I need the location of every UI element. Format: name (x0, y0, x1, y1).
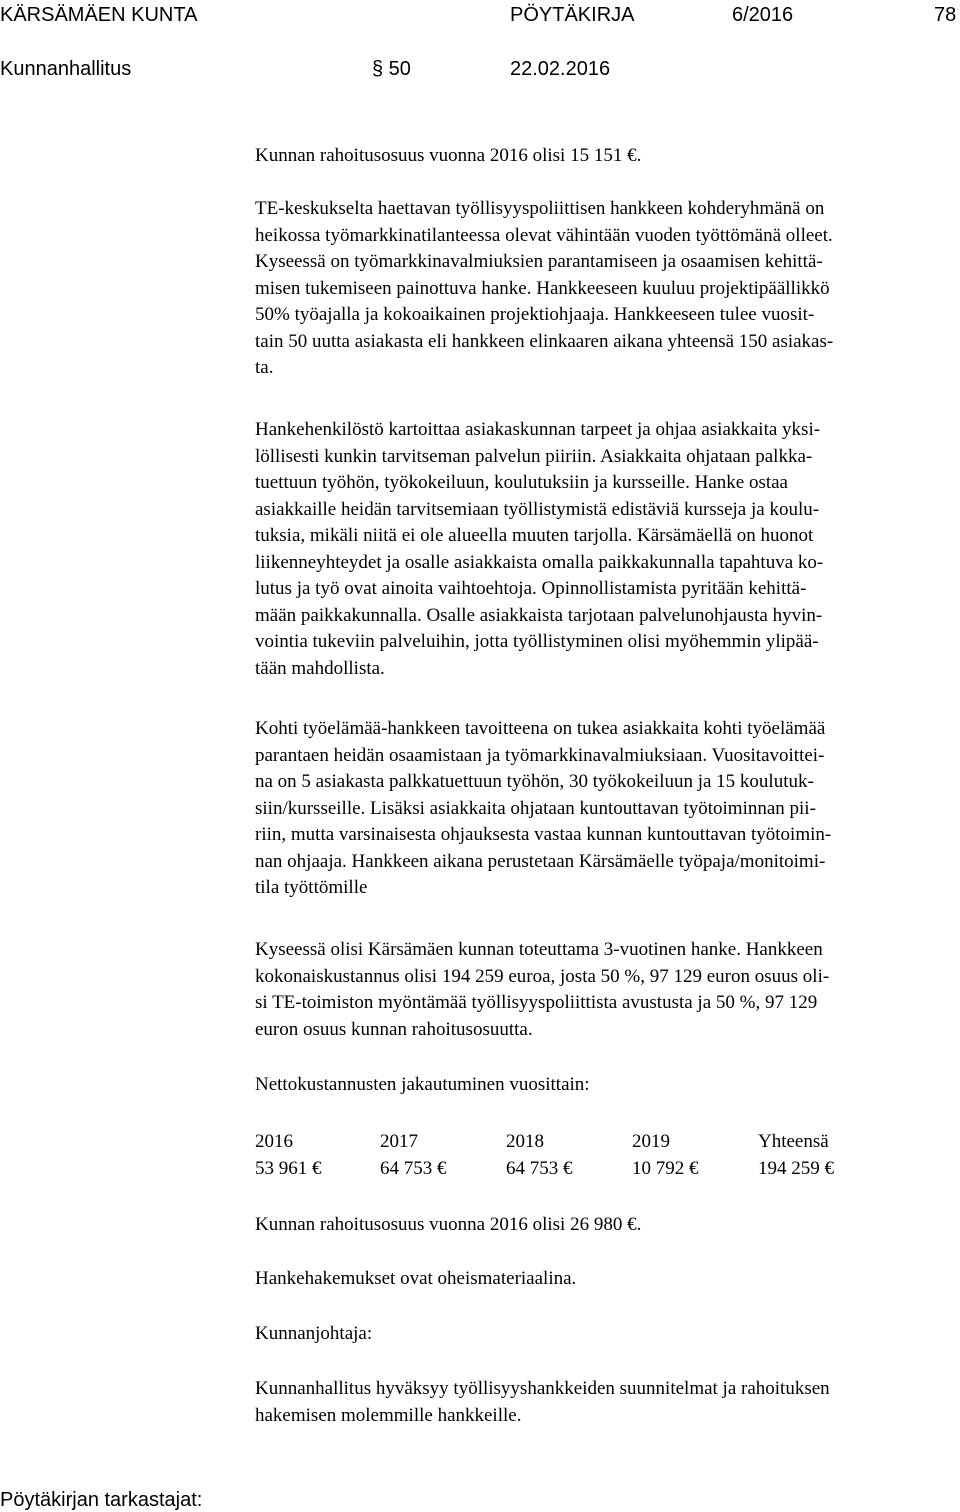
cost-table-header-cell: 2017 (380, 1131, 418, 1152)
cost-table-value-cell: 10 792 € (632, 1158, 699, 1179)
paragraph-funding-share-total (255, 1212, 955, 1239)
meeting-date: 22.02.2016 (510, 58, 611, 80)
text-line: siin/kursseille. Lisäksi asiakkaita ohjataan kuntouttavan työtoiminnan pii- (255, 797, 816, 819)
page-number: 78 (934, 4, 957, 26)
text-line: Hankehakemukset ovat oheismateriaalina. (255, 1268, 577, 1289)
paragraph-net-costs-intro (255, 1072, 955, 1099)
text-line: Kyseessä olisi Kärsämäen kunnan toteuttama 3-vuotinen hanke. Hankkeen (255, 939, 823, 960)
text-line: hakemisen molemmille hankkeille. (255, 1404, 522, 1426)
footer-reviewers-label: Pöytäkirjan tarkastajat: (0, 1489, 203, 1511)
text-line: TE-keskukselta haettavan työllisyyspoliittisen hankkeen kohderyhmänä on (255, 198, 825, 219)
text-line: ta. (255, 357, 274, 378)
text-line: riin, mutta varsinaisesta ohjauksesta vastaa kunnan kuntouttavan työtoimin- (255, 824, 832, 845)
text-line: lutus ja työ ovat ainoita vaihtoehtoja. Opinnollistamista pyritään kehittä- (255, 578, 807, 599)
text-line: kokonaiskustannus olisi 194 259 euroa, josta 50 %, 97 129 euron osuus oli- (255, 965, 830, 987)
cost-table-header-cell: 2019 (632, 1131, 670, 1152)
text-line: tuettuun työhön, työkokeiluun, koulutuksiin ja kursseille. Hanke ostaa (255, 472, 788, 493)
paragraph-project-cost (255, 937, 955, 1043)
section-number: § 50 (372, 58, 411, 80)
text-line: tain 50 uutta asiakasta eli hankkeen elinkaaren aikana yhteensä 150 asiakas- (255, 330, 834, 352)
text-line: euron osuus kunnan rahoitusosuutta. (255, 1018, 533, 1040)
text-line: 50% työajalla ja kokoaikainen projektiohjaaja. Hankkeeseen tulee vuosit- (255, 304, 815, 325)
text-line: Kunnan rahoitusosuus vuonna 2016 olisi 26 980 €. (255, 1214, 642, 1235)
cost-table-value-cell: 64 753 € (506, 1158, 573, 1179)
text-line: na on 5 asiakasta palkkatuettuun työhön, 30 työkokeiluun ja 15 koulutuk- (255, 771, 814, 792)
text-line: si TE-toimiston myöntämää työllisyyspoliittista avustusta ja 50 %, 97 129 (255, 992, 818, 1013)
text-line: Kunnanhallitus hyväksyy työllisyyshankkeiden suunnitelmat ja rahoituksen (255, 1378, 830, 1399)
paragraph-funding-share-2016 (255, 143, 955, 170)
text-line: nan ohjaaja. Hankkeen aikana perustetaan Kärsämäelle työpaja/monitoimi- (255, 850, 826, 872)
text-line: Kyseessä on työmarkkinavalmiuksien parantamiseen ja osaamisen kehittä- (255, 251, 823, 272)
document-type: PÖYTÄKIRJA (510, 4, 635, 26)
paragraph-staff-services (255, 417, 955, 682)
cost-table-header-cell: Yhteensä (758, 1131, 829, 1152)
text-line: heikossa työmarkkinatilanteessa olevat vähintään vuoden työttömänä olleet. (255, 224, 833, 246)
text-line: löllisesti kunkin tarvitseman palvelun piiriin. Asiakkaita ohjataan palkka- (255, 445, 813, 467)
text-line: tila työttömille (255, 877, 368, 898)
cost-table-value-cell: 53 961 € (255, 1158, 322, 1179)
proposal-label (255, 1321, 955, 1348)
text-line: mään paikkakunnalla. Osalle asiakkaista tarjotaan palvelunohjausta hyvin- (255, 604, 823, 626)
text-line: Kunnan rahoitusosuus vuonna 2016 olisi 15 151 €. (255, 145, 642, 166)
text-line: tään mahdollista. (255, 657, 385, 679)
proposal-text (255, 1376, 955, 1429)
text-line: misen tukemiseen painottuva hanke. Hankkeeseen kuuluu projektipäällikkö (255, 277, 830, 299)
cost-table-header-cell: 2016 (255, 1131, 293, 1152)
text-line: Nettokustannusten jakautuminen vuosittain: (255, 1074, 590, 1095)
text-line: tuksia, mikäli niitä ei ole alueella muuten tarjolla. Kärsämäellä on huonot (255, 525, 814, 546)
text-line: vointia tukeviin palveluihin, jotta työllistyminen olisi myöhemmin ylipää- (255, 631, 819, 652)
text-line: Kohti työelämää-hankkeen tavoitteena on tukea asiakkaita kohti työelämää (255, 718, 826, 739)
meeting-body: Kunnanhallitus (0, 58, 132, 80)
cost-table-value-cell: 194 259 € (758, 1158, 834, 1179)
text-line: asiakkaille heidän tarvitsemiaan työllistymistä edistäviä kursseja ja koulu- (255, 498, 820, 520)
cost-table-header-cell: 2018 (506, 1131, 544, 1152)
org-name: KÄRSÄMÄEN KUNTA (0, 4, 198, 26)
paragraph-project-goals (255, 716, 955, 902)
paragraph-target-group (255, 196, 955, 382)
paragraph-attachments (255, 1266, 955, 1293)
text-line: liikenneyhteydet ja osalle asiakkaista omalla paikkakunnalla tapahtuva ko- (255, 551, 824, 573)
document-number: 6/2016 (732, 4, 794, 26)
text-line: parantaen heidän osaamistaan ja työmarkkinavalmiuksiaan. Vuositavoittei- (255, 744, 825, 766)
cost-table-value-cell: 64 753 € (380, 1158, 447, 1179)
text-line: Hankehenkilöstö kartoittaa asiakaskunnan tarpeet ja ohjaa asiakkaita yksi- (255, 419, 821, 440)
text-line: Kunnanjohtaja: (255, 1323, 373, 1344)
